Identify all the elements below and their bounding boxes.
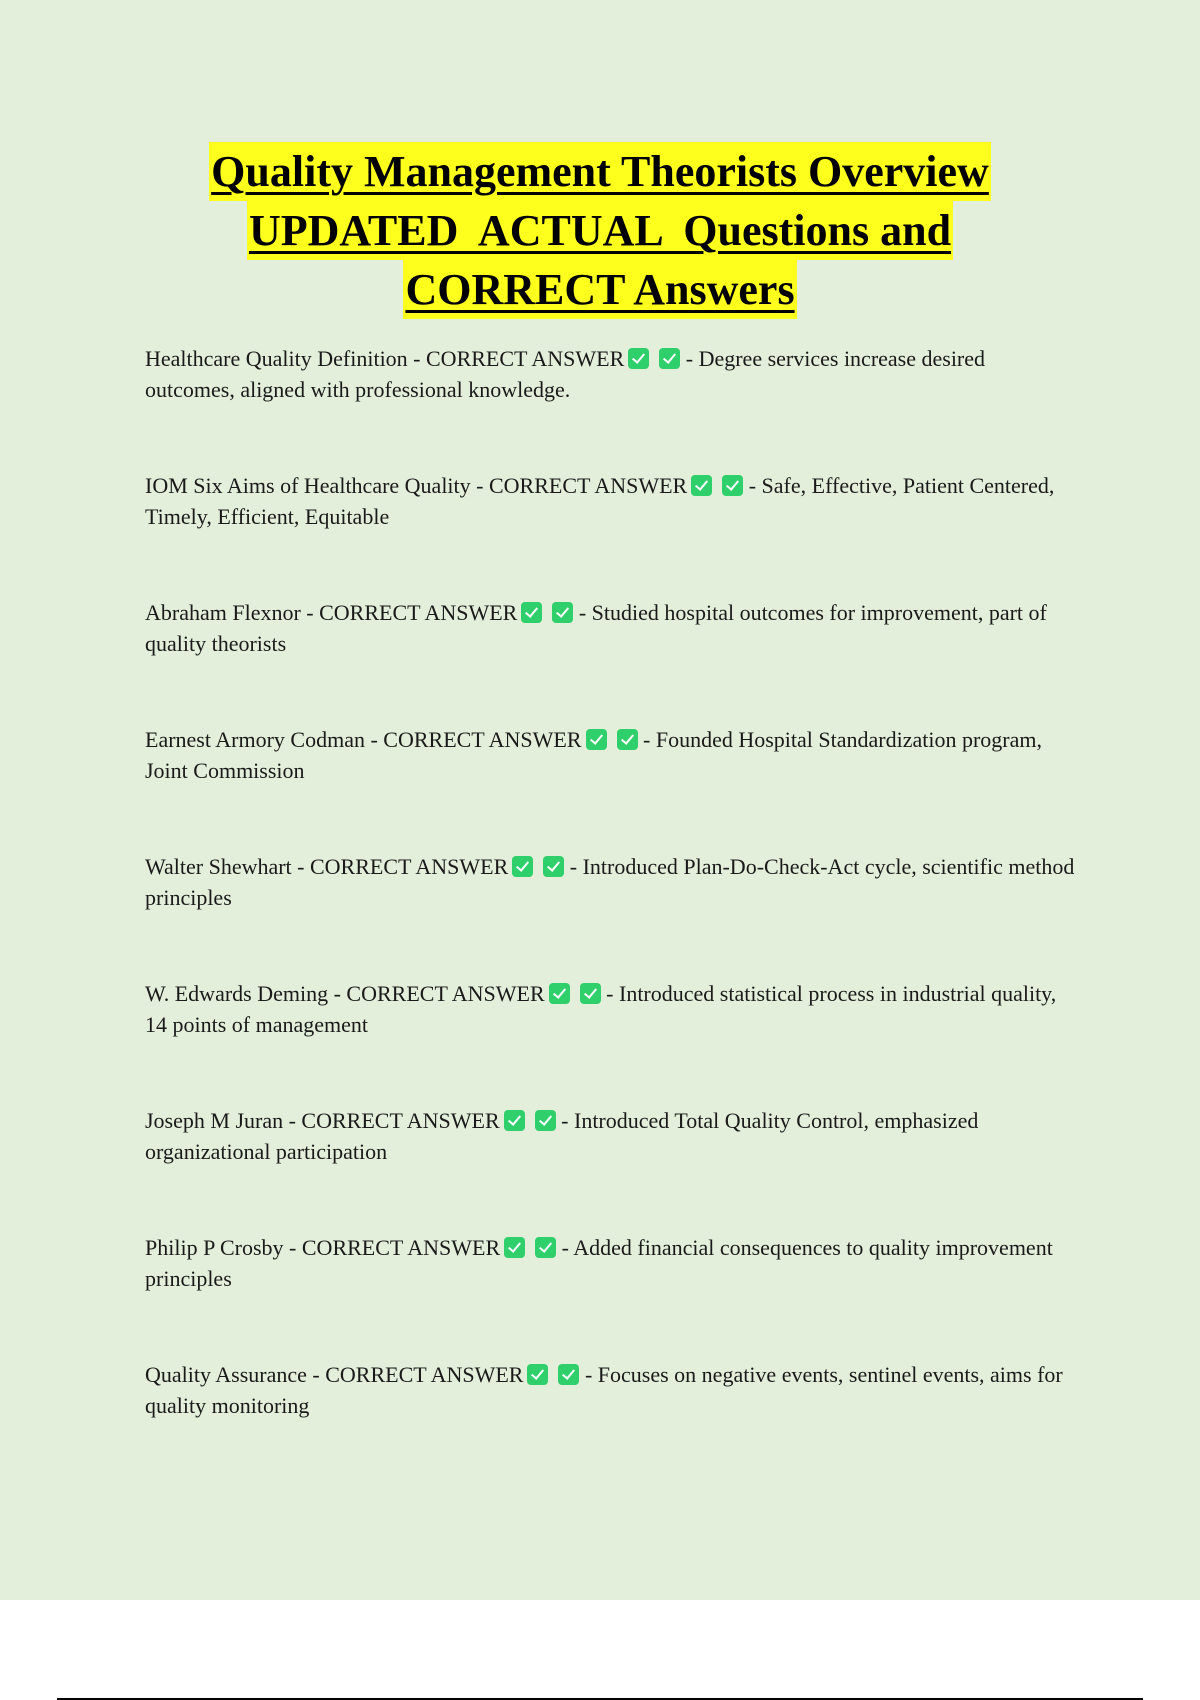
check-mark-icon: [521, 602, 542, 623]
qa-entry: [145, 724, 1075, 851]
qa-entry: [145, 1359, 1075, 1486]
check-mark-icon: [504, 1237, 525, 1258]
entry-term: Joseph M Juran - CORRECT ANSWER: [145, 1108, 500, 1133]
check-mark-icon: [628, 348, 649, 369]
entry-answer: - Safe, Effective, Patient Centered, Timely, Efficient, Equitable: [145, 473, 1055, 529]
entry-answer: - Introduced Plan-Do-Check-Act cycle, scientific method principles: [145, 854, 1075, 910]
entry-term: IOM Six Aims of Healthcare Quality - CORRECT ANSWER: [145, 473, 688, 498]
entry-answer: - Added financial consequences to quality improvement principles: [145, 1235, 1053, 1291]
entry-answer: - Introduced statistical process in industrial quality, 14 points of management: [145, 981, 1057, 1037]
entry-term: Quality Assurance - CORRECT ANSWER: [145, 1362, 524, 1387]
check-mark-icon: [549, 983, 570, 1004]
check-mark-icon: [580, 983, 601, 1004]
document-title: [0, 142, 1200, 319]
entry-answer: - Introduced Total Quality Control, emphasized organizational participation: [145, 1108, 979, 1164]
entry-term: Walter Shewhart - CORRECT ANSWER: [145, 854, 509, 879]
check-mark-icon: [527, 1364, 548, 1385]
title-line-3: CORRECT Answers: [403, 260, 796, 319]
check-mark-icon: [659, 348, 680, 369]
entry-answer: - Studied hospital outcomes for improvement, part of quality theorists: [145, 600, 1047, 656]
qa-entry: [145, 343, 1075, 470]
entry-answer: - Degree services increase desired outcomes, aligned with professional knowledge.: [145, 346, 986, 402]
check-mark-icon: [722, 475, 743, 496]
check-mark-icon: [552, 602, 573, 623]
entry-term: Healthcare Quality Definition - CORRECT ANSWER: [145, 346, 625, 371]
check-mark-icon: [512, 856, 533, 877]
title-line-1: Quality Management Theorists Overview: [209, 142, 991, 201]
qa-entry: [145, 470, 1075, 597]
qa-entries: [145, 343, 1075, 1486]
qa-entry: [145, 597, 1075, 724]
check-mark-icon: [504, 1110, 525, 1131]
check-mark-icon: [617, 729, 638, 750]
check-mark-icon: [535, 1110, 556, 1131]
check-mark-icon: [543, 856, 564, 877]
title-line-2: UPDATED ACTUAL Questions and: [247, 201, 953, 260]
qa-entry: [145, 978, 1075, 1105]
check-mark-icon: [691, 475, 712, 496]
check-mark-icon: [558, 1364, 579, 1385]
entry-answer: - Focuses on negative events, sentinel events, aims for quality monitoring: [145, 1362, 1063, 1418]
qa-entry: [145, 1105, 1075, 1232]
qa-entry: [145, 1232, 1075, 1359]
check-mark-icon: [535, 1237, 556, 1258]
entry-term: Abraham Flexnor - CORRECT ANSWER: [145, 600, 518, 625]
entry-term: Philip P Crosby - CORRECT ANSWER: [145, 1235, 501, 1260]
check-mark-icon: [586, 729, 607, 750]
entry-answer: - Founded Hospital Standardization program, Joint Commission: [145, 727, 1043, 783]
entry-term: Earnest Armory Codman - CORRECT ANSWER: [145, 727, 582, 752]
qa-entry: [145, 851, 1075, 978]
entry-term: W. Edwards Deming - CORRECT ANSWER: [145, 981, 545, 1006]
